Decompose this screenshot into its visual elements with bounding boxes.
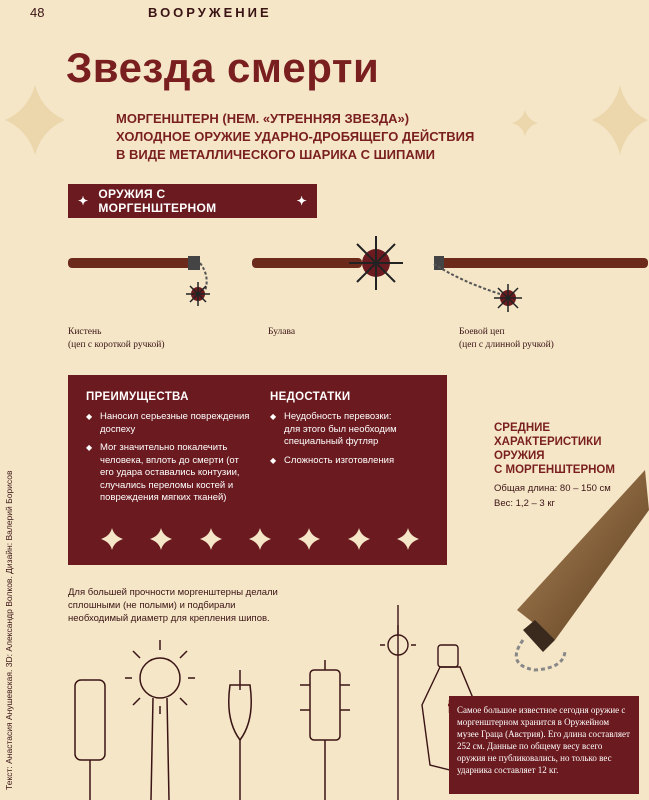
ornament-icon xyxy=(297,527,321,551)
pros-item: ◆ Мог значительно покалечить человека, вплоть до смерти (от его удара оставались контузии, случались переломы костей и повреждения мягких тканей) xyxy=(86,442,254,505)
ornament-row xyxy=(100,525,420,553)
strength-note: Для большей прочности моргенштерны делали сплошными (не полыми) и подбирали необходимый диаметр для крепления шипов. xyxy=(68,587,278,624)
pros-list xyxy=(86,411,254,511)
ornament-icon xyxy=(248,527,272,551)
cons-item: ◆ Сложность изготовления xyxy=(270,455,410,468)
page-title: Звезда смерти xyxy=(66,44,380,91)
ornament-icon xyxy=(347,527,371,551)
ornament-icon xyxy=(149,527,173,551)
weapon-label-bulava xyxy=(268,326,295,339)
flail-short-icon xyxy=(68,256,210,306)
cons-title: НЕДОСТАТКИ xyxy=(270,391,351,403)
average-title-line: СРЕДНИЕ xyxy=(494,422,551,434)
average-title-line: С МОРГЕНШТЕРНОМ xyxy=(494,464,615,476)
weapon-name: Булава xyxy=(268,327,296,337)
pros-item: ◆ Наносил серьезные повреждения доспеху xyxy=(86,411,254,436)
average-weight: Вес: 1,2 – 3 кг xyxy=(494,498,555,509)
subtitle xyxy=(116,110,516,164)
background-ornament-left xyxy=(0,80,70,160)
credit-line: Текст: Анастасия Анушевская. 3D: Александр Волков. Дизайн: Валерий Борисов xyxy=(4,470,14,790)
mace-icon xyxy=(252,236,403,290)
average-title-line: ОРУЖИЯ xyxy=(494,450,545,462)
section-header: ВООРУЖЕНИЕ xyxy=(148,5,272,20)
weapon-name: Боевой цеп xyxy=(459,327,505,337)
diamond-icon: ✦ xyxy=(296,194,307,208)
weapon-note: (цеп с короткой ручкой) xyxy=(68,340,165,350)
weapon-note: (цеп с длинной ручкой) xyxy=(459,340,554,350)
morning-star-render xyxy=(495,430,649,680)
weapons-banner xyxy=(68,184,317,218)
ornament-icon xyxy=(100,527,124,551)
museum-note-box: Самое большое известное сегодня оружие с моргенштерном хранится в Оружейном музее Граца (Австрия). Его длина составляет 252 см. Данные по общему весу всего оружия не публиковались, но только вес ударника составляет 12 кг. xyxy=(449,696,639,794)
line-art-weapons xyxy=(65,640,375,800)
weapon-label-tsep xyxy=(459,326,554,352)
subtitle-line: В ВИДЕ МЕТАЛЛИЧЕСКОГО ШАРИКА С ШИПАМИ xyxy=(116,147,435,162)
average-length: Общая длина: 80 – 150 см xyxy=(494,483,611,494)
diamond-icon: ✦ xyxy=(78,194,89,208)
banner-label: ОРУЖИЯ С МОРГЕНШТЕРНОМ xyxy=(98,187,217,215)
subtitle-line: ХОЛОДНОЕ ОРУЖИЕ УДАРНО-ДРОБЯЩЕГО ДЕЙСТВИЯ xyxy=(116,129,475,144)
pros-title: ПРЕИМУЩЕСТВА xyxy=(86,391,189,403)
subtitle-line: МОРГЕНШТЕРН (НЕМ. «УТРЕННЯЯ ЗВЕЗДА») xyxy=(116,111,410,126)
flail-long-icon xyxy=(434,256,648,312)
average-title-line: ХАРАКТЕРИСТИКИ xyxy=(494,436,602,448)
weapon-name: Кистень xyxy=(68,327,102,337)
cons-list xyxy=(270,411,410,473)
ornament-icon xyxy=(396,527,420,551)
weapon-label-kisten xyxy=(68,326,165,352)
background-ornament-right xyxy=(590,80,649,160)
cons-item: ◆ Неудобность перевозки: для этого был необходим специальный футляр xyxy=(270,411,410,449)
ornament-icon xyxy=(199,527,223,551)
weapons-illustration xyxy=(60,236,649,316)
page-number: 48 xyxy=(30,5,45,20)
